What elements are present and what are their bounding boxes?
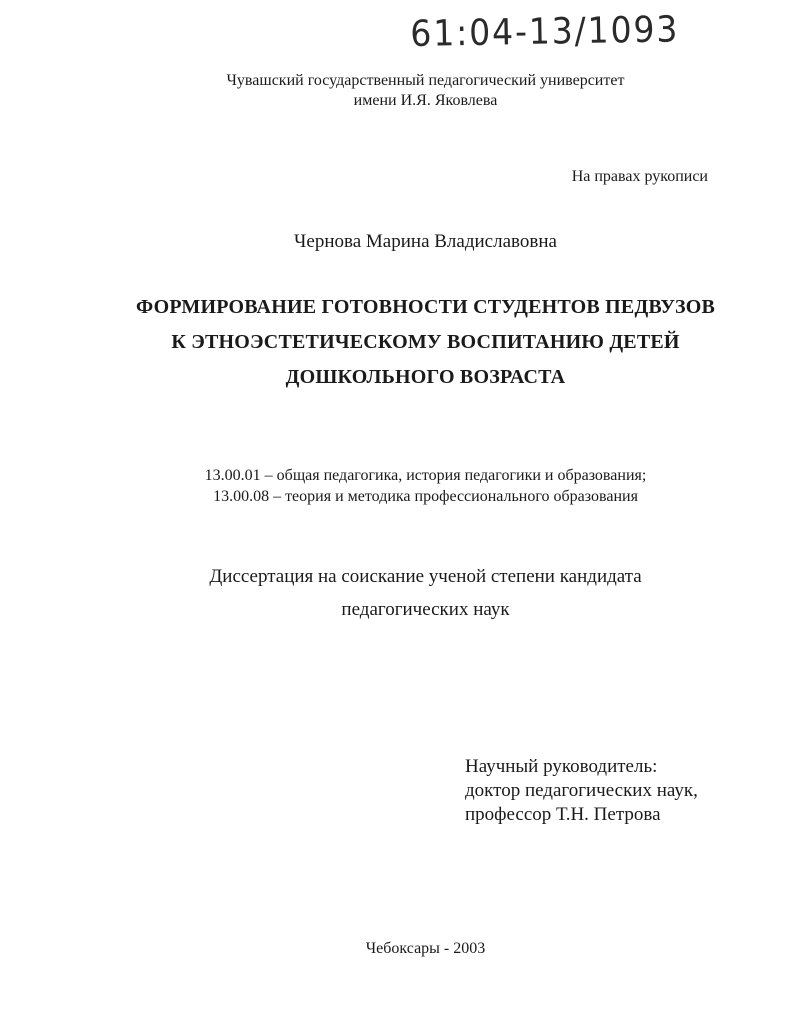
degree-line-1: Диссертация на соискание ученой степени кандидата	[209, 566, 642, 587]
handwritten-archive-code: 61:04-13/1093	[410, 9, 680, 55]
specialty-line-2: 13.00.08 – теория и методика профессионального образования	[213, 488, 638, 505]
supervisor-label: Научный руководитель:	[465, 756, 658, 777]
supervisor-name: профессор Т.Н. Петрова	[465, 804, 661, 825]
author-name: Чернова Марина Владиславовна	[294, 231, 557, 252]
university-name: Чувашский государственный педагогический университет	[226, 72, 625, 89]
university-named-after: имени И.Я. Яковлева	[353, 92, 498, 109]
title-line-3: ДОШКОЛЬНОГО ВОЗРАСТА	[285, 366, 566, 388]
supervisor-block	[465, 755, 698, 827]
title-line-2: К ЭТНОЭСТЕТИЧЕСКОМУ ВОСПИТАНИЮ ДЕТЕЙ	[171, 331, 680, 353]
degree-line-2: педагогических наук	[341, 599, 510, 620]
supervisor-degree: доктор педагогических наук,	[465, 780, 698, 801]
city-year: Чебоксары - 2003	[365, 940, 486, 957]
manuscript-rights-note: На правах рукописи	[571, 168, 708, 185]
title-line-1: ФОРМИРОВАНИЕ ГОТОВНОСТИ СТУДЕНТОВ ПЕДВУЗОВ	[135, 296, 716, 318]
specialty-line-1: 13.00.01 – общая педагогика, история педагогики и образования;	[204, 467, 647, 484]
